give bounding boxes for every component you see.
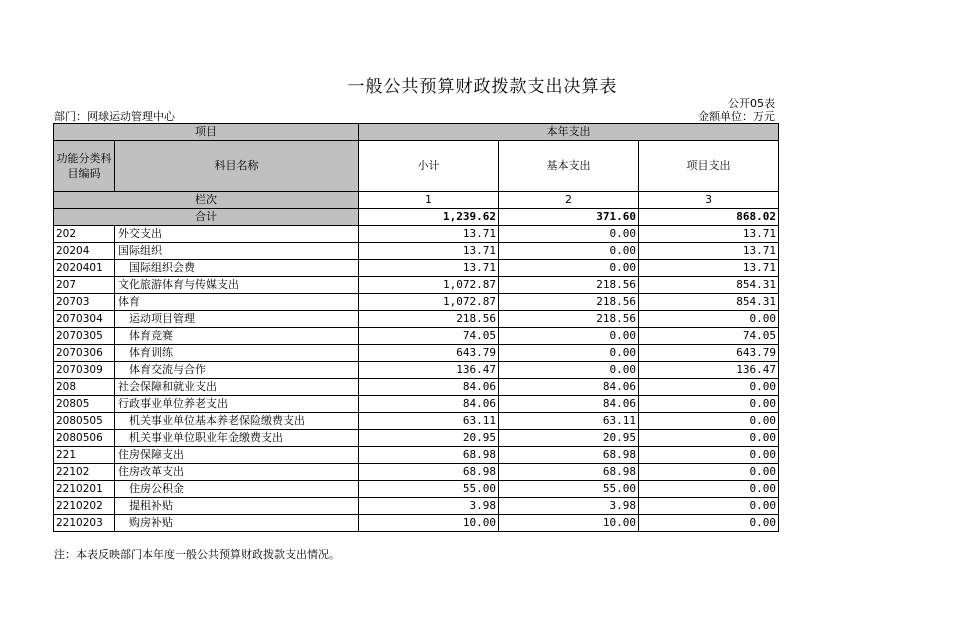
row-code: 20805 [54, 396, 115, 413]
row-subtotal: 218.56 [359, 311, 499, 328]
expenditure-table [53, 123, 779, 532]
row-subtotal: 84.06 [359, 396, 499, 413]
row-subtotal: 74.05 [359, 328, 499, 345]
row-subtotal: 20.95 [359, 430, 499, 447]
row-subtotal: 10.00 [359, 515, 499, 532]
row-project: 854.31 [639, 294, 779, 311]
table-row [54, 277, 779, 294]
header-row-1 [54, 124, 779, 141]
row-subtotal: 13.71 [359, 226, 499, 243]
row-code: 2080505 [54, 413, 115, 430]
row-subject-name: 住房公积金 [115, 481, 359, 498]
row-basic: 68.98 [499, 464, 639, 481]
column-label: 栏次 [54, 192, 359, 209]
row-project: 0.00 [639, 396, 779, 413]
table-row [54, 243, 779, 260]
row-project: 643.79 [639, 345, 779, 362]
header-subject-name: 科目名称 [115, 141, 359, 192]
row-subject-name: 行政事业单位养老支出 [115, 396, 359, 413]
row-subtotal: 68.98 [359, 447, 499, 464]
row-basic: 84.06 [499, 379, 639, 396]
table-row [54, 515, 779, 532]
report-title: 一般公共预算财政拨款支出决算表 [347, 77, 618, 97]
row-subject-name: 运动项目管理 [115, 311, 359, 328]
table-row [54, 498, 779, 515]
row-basic: 0.00 [499, 328, 639, 345]
header-subtotal: 小计 [359, 141, 499, 192]
row-basic: 0.00 [499, 243, 639, 260]
table-row [54, 362, 779, 379]
row-code: 2210203 [54, 515, 115, 532]
column-2: 2 [499, 192, 639, 209]
row-code: 20204 [54, 243, 115, 260]
row-basic: 63.11 [499, 413, 639, 430]
table-row [54, 328, 779, 345]
row-basic: 68.98 [499, 447, 639, 464]
total-subtotal: 1,239.62 [359, 209, 499, 226]
row-subject-name: 国际组织 [115, 243, 359, 260]
total-basic: 371.60 [499, 209, 639, 226]
row-basic: 0.00 [499, 260, 639, 277]
header-item: 项目 [54, 124, 359, 141]
total-label: 合计 [54, 209, 359, 226]
row-code: 22102 [54, 464, 115, 481]
row-subject-name: 体育交流与合作 [115, 362, 359, 379]
header-current-year: 本年支出 [359, 124, 779, 141]
row-subject-name: 购房补贴 [115, 515, 359, 532]
row-subject-name: 外交支出 [115, 226, 359, 243]
row-subtotal: 643.79 [359, 345, 499, 362]
row-subtotal: 13.71 [359, 243, 499, 260]
row-subject-name: 社会保障和就业支出 [115, 379, 359, 396]
row-basic: 218.56 [499, 277, 639, 294]
row-project: 13.71 [639, 243, 779, 260]
row-project: 0.00 [639, 311, 779, 328]
table-row [54, 413, 779, 430]
total-row [54, 209, 779, 226]
row-code: 2210202 [54, 498, 115, 515]
row-project: 0.00 [639, 515, 779, 532]
row-basic: 218.56 [499, 311, 639, 328]
table-row [54, 294, 779, 311]
row-project: 74.05 [639, 328, 779, 345]
row-subject-name: 住房改革支出 [115, 464, 359, 481]
row-subject-name: 国际组织会费 [115, 260, 359, 277]
row-project: 0.00 [639, 447, 779, 464]
row-subtotal: 1,072.87 [359, 294, 499, 311]
table-row [54, 345, 779, 362]
column-3: 3 [639, 192, 779, 209]
header-basic: 基本支出 [499, 141, 639, 192]
row-subject-name: 体育竞赛 [115, 328, 359, 345]
row-code: 20703 [54, 294, 115, 311]
row-basic: 10.00 [499, 515, 639, 532]
row-project: 13.71 [639, 226, 779, 243]
column-1: 1 [359, 192, 499, 209]
row-code: 207 [54, 277, 115, 294]
row-code: 2070305 [54, 328, 115, 345]
department-label: 部门：网球运动管理中心 [54, 110, 175, 123]
row-subject-name: 住房保障支出 [115, 447, 359, 464]
row-subtotal: 13.71 [359, 260, 499, 277]
row-project: 136.47 [639, 362, 779, 379]
row-basic: 20.95 [499, 430, 639, 447]
row-subtotal: 68.98 [359, 464, 499, 481]
table-row [54, 430, 779, 447]
row-code: 2070306 [54, 345, 115, 362]
row-code: 2070309 [54, 362, 115, 379]
row-subject-name: 提租补贴 [115, 498, 359, 515]
table-row [54, 226, 779, 243]
table-row [54, 311, 779, 328]
table-row [54, 379, 779, 396]
header-project: 项目支出 [639, 141, 779, 192]
row-subtotal: 55.00 [359, 481, 499, 498]
row-code: 2070304 [54, 311, 115, 328]
row-project: 0.00 [639, 413, 779, 430]
row-code: 208 [54, 379, 115, 396]
row-basic: 0.00 [499, 226, 639, 243]
row-project: 13.71 [639, 260, 779, 277]
row-subtotal: 1,072.87 [359, 277, 499, 294]
row-project: 0.00 [639, 481, 779, 498]
header-row-2 [54, 141, 779, 192]
table-row [54, 464, 779, 481]
footnote: 注：本表反映部门本年度一般公共预算财政拨款支出情况。 [54, 548, 340, 561]
row-code: 2080506 [54, 430, 115, 447]
row-subject-name: 体育训练 [115, 345, 359, 362]
row-subject-name: 文化旅游体育与传媒支出 [115, 277, 359, 294]
row-basic: 3.98 [499, 498, 639, 515]
row-code: 2210201 [54, 481, 115, 498]
row-subject-name: 机关事业单位职业年金缴费支出 [115, 430, 359, 447]
column-number-row [54, 192, 779, 209]
row-code: 221 [54, 447, 115, 464]
row-subtotal: 3.98 [359, 498, 499, 515]
row-basic: 218.56 [499, 294, 639, 311]
row-basic: 55.00 [499, 481, 639, 498]
row-code: 202 [54, 226, 115, 243]
table-row [54, 396, 779, 413]
row-project: 854.31 [639, 277, 779, 294]
row-subtotal: 63.11 [359, 413, 499, 430]
row-project: 0.00 [639, 430, 779, 447]
row-subject-name: 机关事业单位基本养老保险缴费支出 [115, 413, 359, 430]
total-project: 868.02 [639, 209, 779, 226]
row-basic: 0.00 [499, 362, 639, 379]
row-basic: 0.00 [499, 345, 639, 362]
form-number: 公开05表 [728, 97, 775, 110]
table-row [54, 260, 779, 277]
table-row [54, 447, 779, 464]
row-subtotal: 84.06 [359, 379, 499, 396]
row-project: 0.00 [639, 379, 779, 396]
row-basic: 84.06 [499, 396, 639, 413]
row-subtotal: 136.47 [359, 362, 499, 379]
header-func-code: 功能分类科目编码 [54, 141, 115, 192]
row-project: 0.00 [639, 498, 779, 515]
row-code: 2020401 [54, 260, 115, 277]
row-project: 0.00 [639, 464, 779, 481]
row-subject-name: 体育 [115, 294, 359, 311]
table-row [54, 481, 779, 498]
amount-unit-label: 金额单位：万元 [698, 110, 775, 123]
